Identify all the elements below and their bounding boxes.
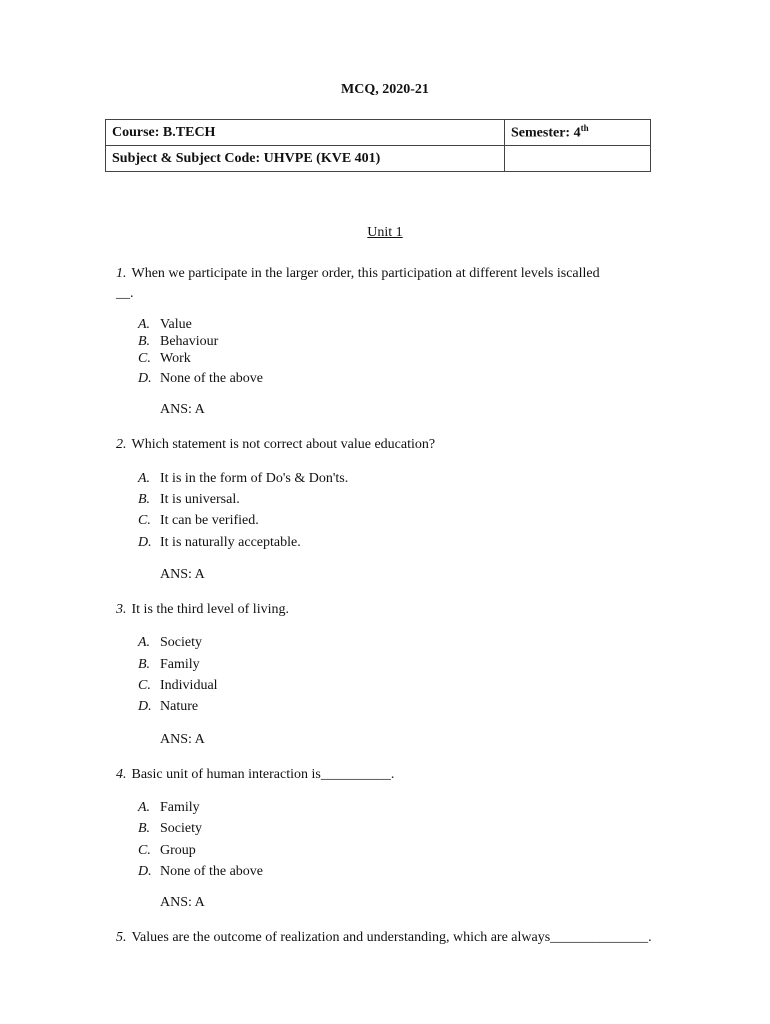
option-b [138,333,218,350]
option-letter: D. [138,699,152,714]
semester-cell [505,120,651,146]
question-text-continued: __. [116,286,134,301]
option-b [138,820,202,837]
option-d [138,534,301,551]
option-text: It is in the form of Do's & Don'ts. [160,471,349,486]
course-label: Course: B.TECH [112,124,216,140]
unit-heading: Unit 1 [367,225,403,240]
document-title: MCQ, 2020-21 [341,82,429,97]
question-1 [116,264,656,304]
question-text: Which statement is not correct about value education? [131,437,436,452]
semester-superscript: th [580,123,589,134]
option-text: Work [160,351,191,366]
question-number: 2. [116,437,127,452]
question-text: When we participate in the larger order, this participation at different levels iscalled [131,266,600,281]
option-text: None of the above [160,371,264,386]
option-d [138,863,263,880]
option-letter: A. [138,471,151,486]
option-text: It can be verified. [160,513,259,528]
option-letter: C. [138,678,151,693]
option-text: Value [160,317,192,332]
question-text: Values are the outcome of realization and understanding, which are always______________. [131,930,652,945]
option-c [138,350,191,367]
option-letter: D. [138,371,152,386]
option-text: Nature [160,699,199,714]
option-a [138,799,200,816]
empty-cell [505,146,651,172]
option-a [138,316,192,333]
option-c [138,677,218,694]
option-letter: C. [138,843,151,858]
option-letter: B. [138,821,151,836]
option-text: Family [160,800,200,815]
option-letter: C. [138,351,151,366]
question-2 [116,435,656,455]
question-number: 1. [116,266,127,281]
answer: ANS: A [160,895,205,910]
question-4 [116,765,656,785]
question-text: It is the third level of living. [131,602,289,617]
option-letter: D. [138,864,152,879]
option-a [138,470,348,487]
option-letter: D. [138,535,152,550]
option-text: Group [160,843,196,858]
option-d [138,370,263,387]
option-b [138,491,240,508]
question-text: Basic unit of human interaction is__________. [131,767,395,782]
option-text: Society [160,635,202,650]
option-text: Family [160,657,200,672]
subject-label: Subject & Subject Code: UHVPE (KVE 401) [112,150,381,166]
option-letter: A. [138,317,151,332]
option-letter: A. [138,800,151,815]
table-row [106,120,651,146]
option-letter: C. [138,513,151,528]
semester-label: Semester: 4 [511,125,581,141]
option-a [138,634,202,651]
option-text: Individual [160,678,218,693]
option-letter: A. [138,635,151,650]
option-c [138,842,196,859]
table-row [106,146,651,172]
option-text: It is naturally acceptable. [160,535,301,550]
option-b [138,656,200,673]
option-text: None of the above [160,864,264,879]
course-info-table [105,119,651,172]
answer: ANS: A [160,732,205,747]
question-number: 4. [116,767,127,782]
answer: ANS: A [160,402,205,417]
answer: ANS: A [160,567,205,582]
question-5 [116,928,656,948]
option-text: Behaviour [160,334,219,349]
option-c [138,512,259,529]
question-3 [116,600,656,620]
option-text: It is universal. [160,492,240,507]
option-text: Society [160,821,202,836]
option-letter: B. [138,657,151,672]
subject-cell [106,146,505,172]
question-number: 3. [116,602,127,617]
course-cell [106,120,505,146]
option-d [138,698,198,715]
option-letter: B. [138,492,151,507]
question-number: 5. [116,930,127,945]
option-letter: B. [138,334,151,349]
